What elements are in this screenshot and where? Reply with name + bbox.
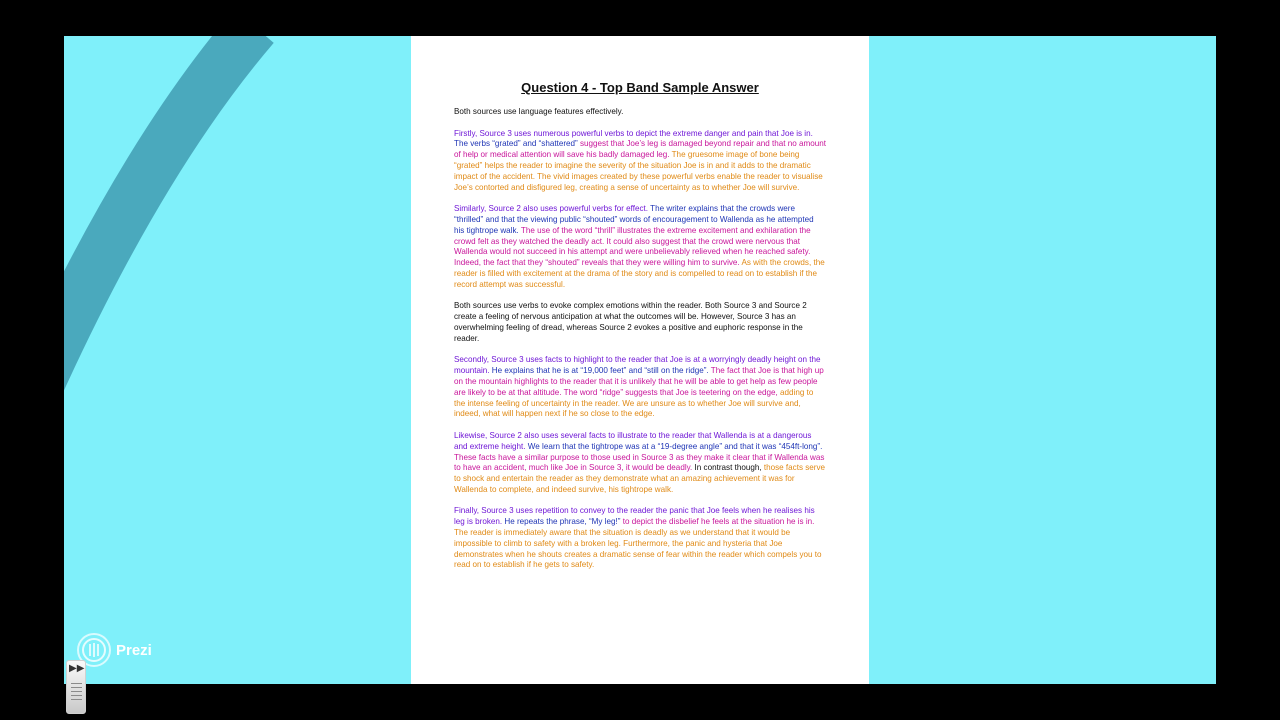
answer-text-segment: As with the crowds, the reader is filled with excitement at the drama of the story and is compelled to read on to establish if the record attempt was successful.	[454, 258, 825, 289]
answer-text-segment: The use of the word “thrill” illustrates the extreme excitement and exhilaration the crowd felt as they watched the deadly act. It could also suggest that the crowd were nervous that Wallenda would not succeed in his attempt and were unbelievably relieved when he reached safety. Indeed, the fact that they “shouted” reveals that they were willing him to survive.	[454, 225, 811, 268]
presentation-canvas[interactable]	[64, 36, 1216, 684]
answer-text-segment: The writer explains that the crowds were “thrilled” and that the viewing public “shouted” words of encouragement to Wallenda as he attempted his tightrope walk.	[454, 204, 814, 235]
answer-text-segment: These facts have a similar purpose to those used in Source 3 as they make it clear that if Wallenda was to have an accident, much like Joe in Source 3, it would be deadly.	[454, 452, 825, 473]
answer-text-segment: In contrast though,	[692, 463, 762, 473]
answer-text-segment: He explains that he is at “19,000 feet” and “still on the ridge”.	[489, 366, 709, 376]
answer-paragraph	[454, 506, 826, 571]
answer-text-segment: suggest that Joe’s leg is damaged beyond repair and that no amount of help or medical attention will save his badly damaged leg.	[454, 139, 826, 160]
answer-text-segment: Likewise, Source 2 also uses several facts to illustrate to the reader that Wallenda is at a dangerous and extreme height.	[454, 430, 812, 451]
answer-paragraph	[454, 431, 826, 496]
answer-text-segment: Firstly, Source 3 uses numerous powerful verbs to depict the extreme danger and pain that Joe is in.	[454, 128, 813, 138]
answer-text-segment: to depict the disbelief he feels at the situation he is in.	[620, 517, 815, 527]
answer-text-segment: The reader is immediately aware that the situation is deadly as we understand that it would be impossible to climb to safety with a broken leg. Furthermore, the panic and hysteria that Joe demonstrates when he shouts creates a dramatic sense of fear within the reader which compels you to read on to establish if he gets to safety.	[454, 528, 822, 570]
answer-text-segment: those facts serve to shock and entertain the reader as they demonstrate what an amazing achievement it was for Wallenda to complete, and indeed survive, his tightrope walk.	[454, 463, 826, 494]
answer-paragraph	[454, 107, 826, 118]
answer-text-segment: The fact that Joe is that high up on the mountain highlights to the reader that it is unlikely that he will be able to get help as few people are likely to be at that altitude. The word “ridge” suggests that Joe is teetering on the edge,	[454, 366, 824, 397]
document-title: Question 4 - Top Band Sample Answer	[521, 80, 759, 95]
answer-text-segment: Both sources use language features effectively.	[454, 107, 624, 116]
answer-text-segment: Finally, Source 3 uses repetition to convey to the reader the panic that Joe feels when he realises his leg is broken.	[454, 506, 815, 527]
answer-text-segment: adding to the intense feeling of uncertainty in the reader. We are unsure as to whether Joe will survive and, indeed, what will happen next if he so close to the edge.	[454, 387, 814, 419]
answer-text-segment: The verbs “grated” and “shattered”	[454, 139, 578, 149]
prezi-logo-text: Prezi	[116, 641, 152, 659]
answer-text-segment: Both sources use verbs to evoke complex emotions within the reader. Both Source 3 and Source 2 create a feeling of nervous anticipation at what the outcomes will be. However, Source 3 has an overwhelming feeling of dread, whereas Source 2 evokes a positive and euphoric response in the reader.	[454, 301, 807, 343]
answer-text-segment: We learn that the tightrope was at a “19-degree angle” and that it was “454ft-long”.	[525, 441, 823, 451]
prezi-logo[interactable]	[76, 632, 152, 668]
presentation-remote[interactable]	[66, 660, 86, 714]
document-body	[454, 107, 826, 582]
presentation-remote-icon	[71, 683, 82, 703]
answer-text-segment: Secondly, Source 3 uses facts to highlight to the reader that Joe is at a worryingly deadly height on the mountain.	[454, 355, 821, 376]
answer-paragraph	[454, 129, 826, 194]
sample-answer-document	[411, 36, 869, 684]
answer-paragraph	[454, 355, 826, 420]
fast-forward-icon[interactable]: ▶▶	[69, 663, 85, 674]
answer-text-segment: He repeats the phrase, “My leg!”	[502, 517, 621, 527]
answer-paragraph	[454, 204, 826, 290]
answer-text-segment: Similarly, Source 2 also uses powerful verbs for effect.	[454, 204, 649, 214]
answer-text-segment: The gruesome image of bone being “grated” helps the reader to imagine the severity of the situation Joe is in and it adds to the dramatic impact of the accident. The vivid images created by these powerful verbs enable the reader to visualise Joe’s contorted and disfigured leg, creating a sense of uncertainty as to whether Joe will survive.	[454, 150, 823, 192]
answer-paragraph	[454, 301, 826, 344]
